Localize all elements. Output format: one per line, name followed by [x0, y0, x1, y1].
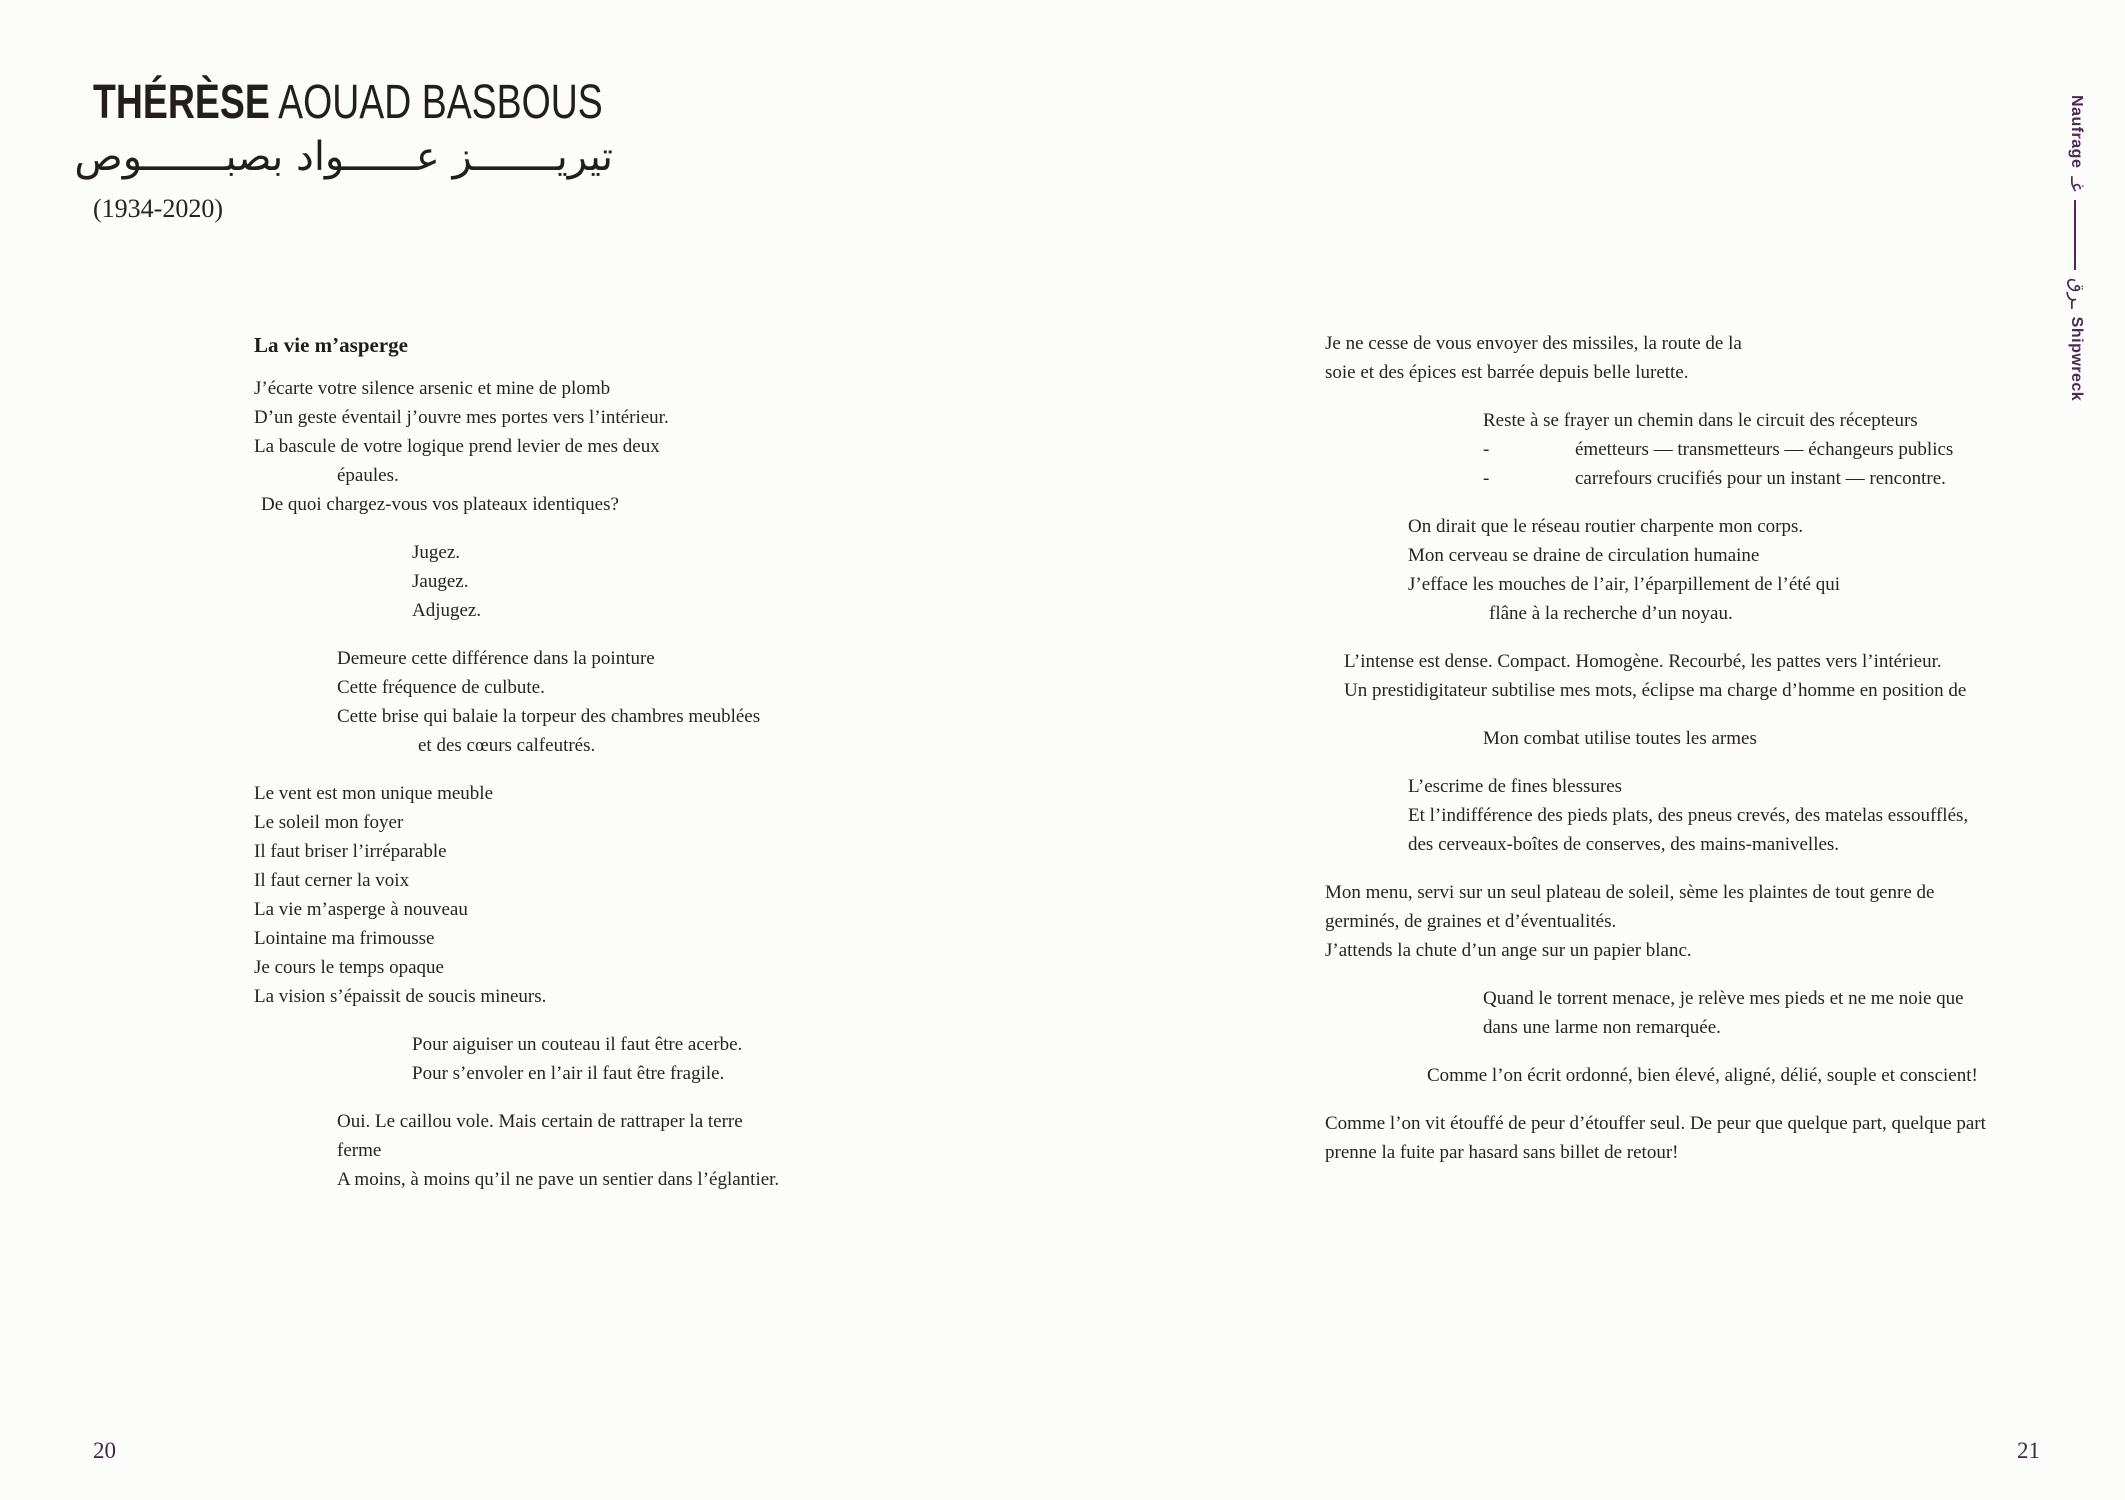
poem-line: Quand le torrent menace, je relève mes pieds et ne me noie que	[1483, 988, 1964, 1009]
poem-line: J’attends la chute d’un ange sur un papier blanc.	[1325, 940, 1692, 961]
poem-line	[1325, 435, 1986, 464]
stanza	[254, 538, 779, 625]
poem-line: D’un geste éventail j’ouvre mes portes vers l’intérieur.	[254, 407, 669, 428]
poem-line: Demeure cette différence dans la pointure	[337, 648, 655, 669]
poem-line: Mon combat utilise toutes les armes	[1483, 728, 1757, 749]
poem-line: Un prestidigitateur subtilise mes mots, éclipse ma charge d’homme en position de	[1344, 680, 1967, 701]
poem-line: Jugez.	[412, 542, 461, 563]
poem-line: Il faut briser l’irréparable	[254, 841, 447, 862]
page-number-right: 21	[2017, 1438, 2040, 1463]
list-dash: -	[1483, 439, 1490, 460]
poem-line: Je cours le temps opaque	[254, 957, 444, 978]
left-page-stanzas	[254, 374, 779, 1194]
author-name-latin	[93, 78, 603, 128]
page-number-left: 20	[93, 1438, 116, 1463]
stanza	[1325, 1109, 1986, 1167]
author-first-name: THÉRÈSE	[93, 76, 270, 129]
spine-label-arabic-end: ـرق	[2066, 277, 2088, 309]
poem-line: Pour s’envoler en l’air il faut être fragile.	[412, 1063, 725, 1084]
poem-line: Adjugez.	[412, 600, 482, 621]
spine-kashida-rule	[2075, 200, 2077, 270]
poem-line: épaules.	[337, 465, 399, 486]
stanza	[254, 779, 779, 1011]
poem-line: Pour aiguiser un couteau il faut être acerbe.	[412, 1034, 743, 1055]
stanza	[1325, 329, 1986, 387]
poem-line: flâne à la recherche d’un noyau.	[1489, 603, 1733, 624]
author-last-name: AOUAD BASBOUS	[269, 76, 603, 129]
poem-line: Il faut cerner la voix	[254, 870, 410, 891]
poem-line: Le soleil mon foyer	[254, 812, 404, 833]
stanza	[1325, 878, 1986, 965]
right-page-poem	[1325, 329, 1986, 1186]
poem-line: germinés, de graines et d’éventualités.	[1325, 911, 1617, 932]
poem-line: des cerveaux-boîtes de conserves, des mains-manivelles.	[1408, 834, 1840, 855]
poem-line: ferme	[337, 1140, 382, 1161]
poem-title: La vie m’asperge	[254, 333, 408, 357]
stanza	[254, 374, 779, 519]
stanza	[254, 644, 779, 760]
right-page-stanzas	[1325, 329, 1986, 1167]
poem-line: La vision s’épaissit de soucis mineurs.	[254, 986, 547, 1007]
author-header	[74, 76, 747, 226]
poem-line	[1325, 464, 1986, 493]
poem-line: Mon menu, servi sur un seul plateau de soleil, sème les plaintes de tout genre de	[1325, 882, 1935, 903]
stanza	[1325, 406, 1986, 493]
poem-line: Comme l’on vit étouffé de peur d’étouffer seul. De peur que quelque part, quelque part	[1325, 1113, 1986, 1134]
poem-line: soie et des épices est barrée depuis belle lurette.	[1325, 362, 1689, 383]
stanza	[254, 1107, 779, 1194]
poem-line: La vie m’asperge à nouveau	[254, 899, 468, 920]
poem-line: Reste à se frayer un chemin dans le circuit des récepteurs	[1483, 410, 1918, 431]
stanza	[1325, 984, 1986, 1042]
spine-label-arabic-start: غـ	[2066, 176, 2088, 192]
poem-line: Oui. Le caillou vole. Mais certain de rattraper la terre	[337, 1111, 743, 1132]
spine-label-english: Shipwreck	[2068, 316, 2086, 402]
stanza	[254, 1030, 779, 1088]
author-dates: (1934-2020)	[93, 194, 223, 223]
poem-line: Cette brise qui balaie la torpeur des chambres meublées	[337, 706, 761, 727]
poem-line: Je ne cesse de vous envoyer des missiles, la route de la	[1325, 333, 1742, 354]
list-dash: -	[1483, 468, 1490, 489]
poem-line: Cette fréquence de culbute.	[337, 677, 545, 698]
stanza	[1325, 647, 1986, 705]
stanza	[1325, 1061, 1986, 1090]
poem-line: J’écarte votre silence arsenic et mine de plomb	[254, 378, 611, 399]
poem-line: La bascule de votre logique prend levier de mes deux	[254, 436, 660, 457]
poem-line: Comme l’on écrit ordonné, bien élevé, aligné, délié, souple et conscient!	[1427, 1065, 1978, 1086]
poem-line: et des cœurs calfeutrés.	[418, 735, 596, 756]
spine-label-french: Naufrage	[2068, 95, 2086, 169]
left-page-poem	[254, 330, 779, 1213]
poem-line: L’escrime de fines blessures	[1408, 776, 1623, 797]
stanza	[1325, 772, 1986, 859]
poem-line: Mon cerveau se draine de circulation humaine	[1408, 545, 1760, 566]
author-name-arabic: تيريـــــــز عــــــواد بصبـــــــوص	[74, 134, 613, 180]
poem-line: Lointaine ma frimousse	[254, 928, 435, 949]
stanza	[1325, 724, 1986, 753]
poem-line: prenne la fuite par hasard sans billet de retour!	[1325, 1142, 1679, 1163]
section-spine-label	[2067, 95, 2086, 401]
poem-line: Le vent est mon unique meuble	[254, 783, 494, 804]
poem-line-text: carrefours crucifiés pour un instant — rencontre.	[1575, 468, 1946, 489]
poem-line: J’efface les mouches de l’air, l’éparpillement de l’été qui	[1408, 574, 1840, 595]
poem-line: Et l’indifférence des pieds plats, des pneus crevés, des matelas essoufflés,	[1408, 805, 1969, 826]
stanza	[1325, 512, 1986, 628]
poem-line-text: émetteurs — transmetteurs — échangeurs publics	[1575, 439, 1954, 460]
poem-line: A moins, à moins qu’il ne pave un sentier dans l’églantier.	[337, 1169, 780, 1190]
poem-line: dans une larme non remarquée.	[1483, 1017, 1721, 1038]
poem-line: On dirait que le réseau routier charpente mon corps.	[1408, 516, 1804, 537]
poem-line: De quoi chargez-vous vos plateaux identiques?	[261, 494, 619, 515]
poem-line: Jaugez.	[412, 571, 469, 592]
poem-line: L’intense est dense. Compact. Homogène. Recourbé, les pattes vers l’intérieur.	[1344, 651, 1942, 672]
